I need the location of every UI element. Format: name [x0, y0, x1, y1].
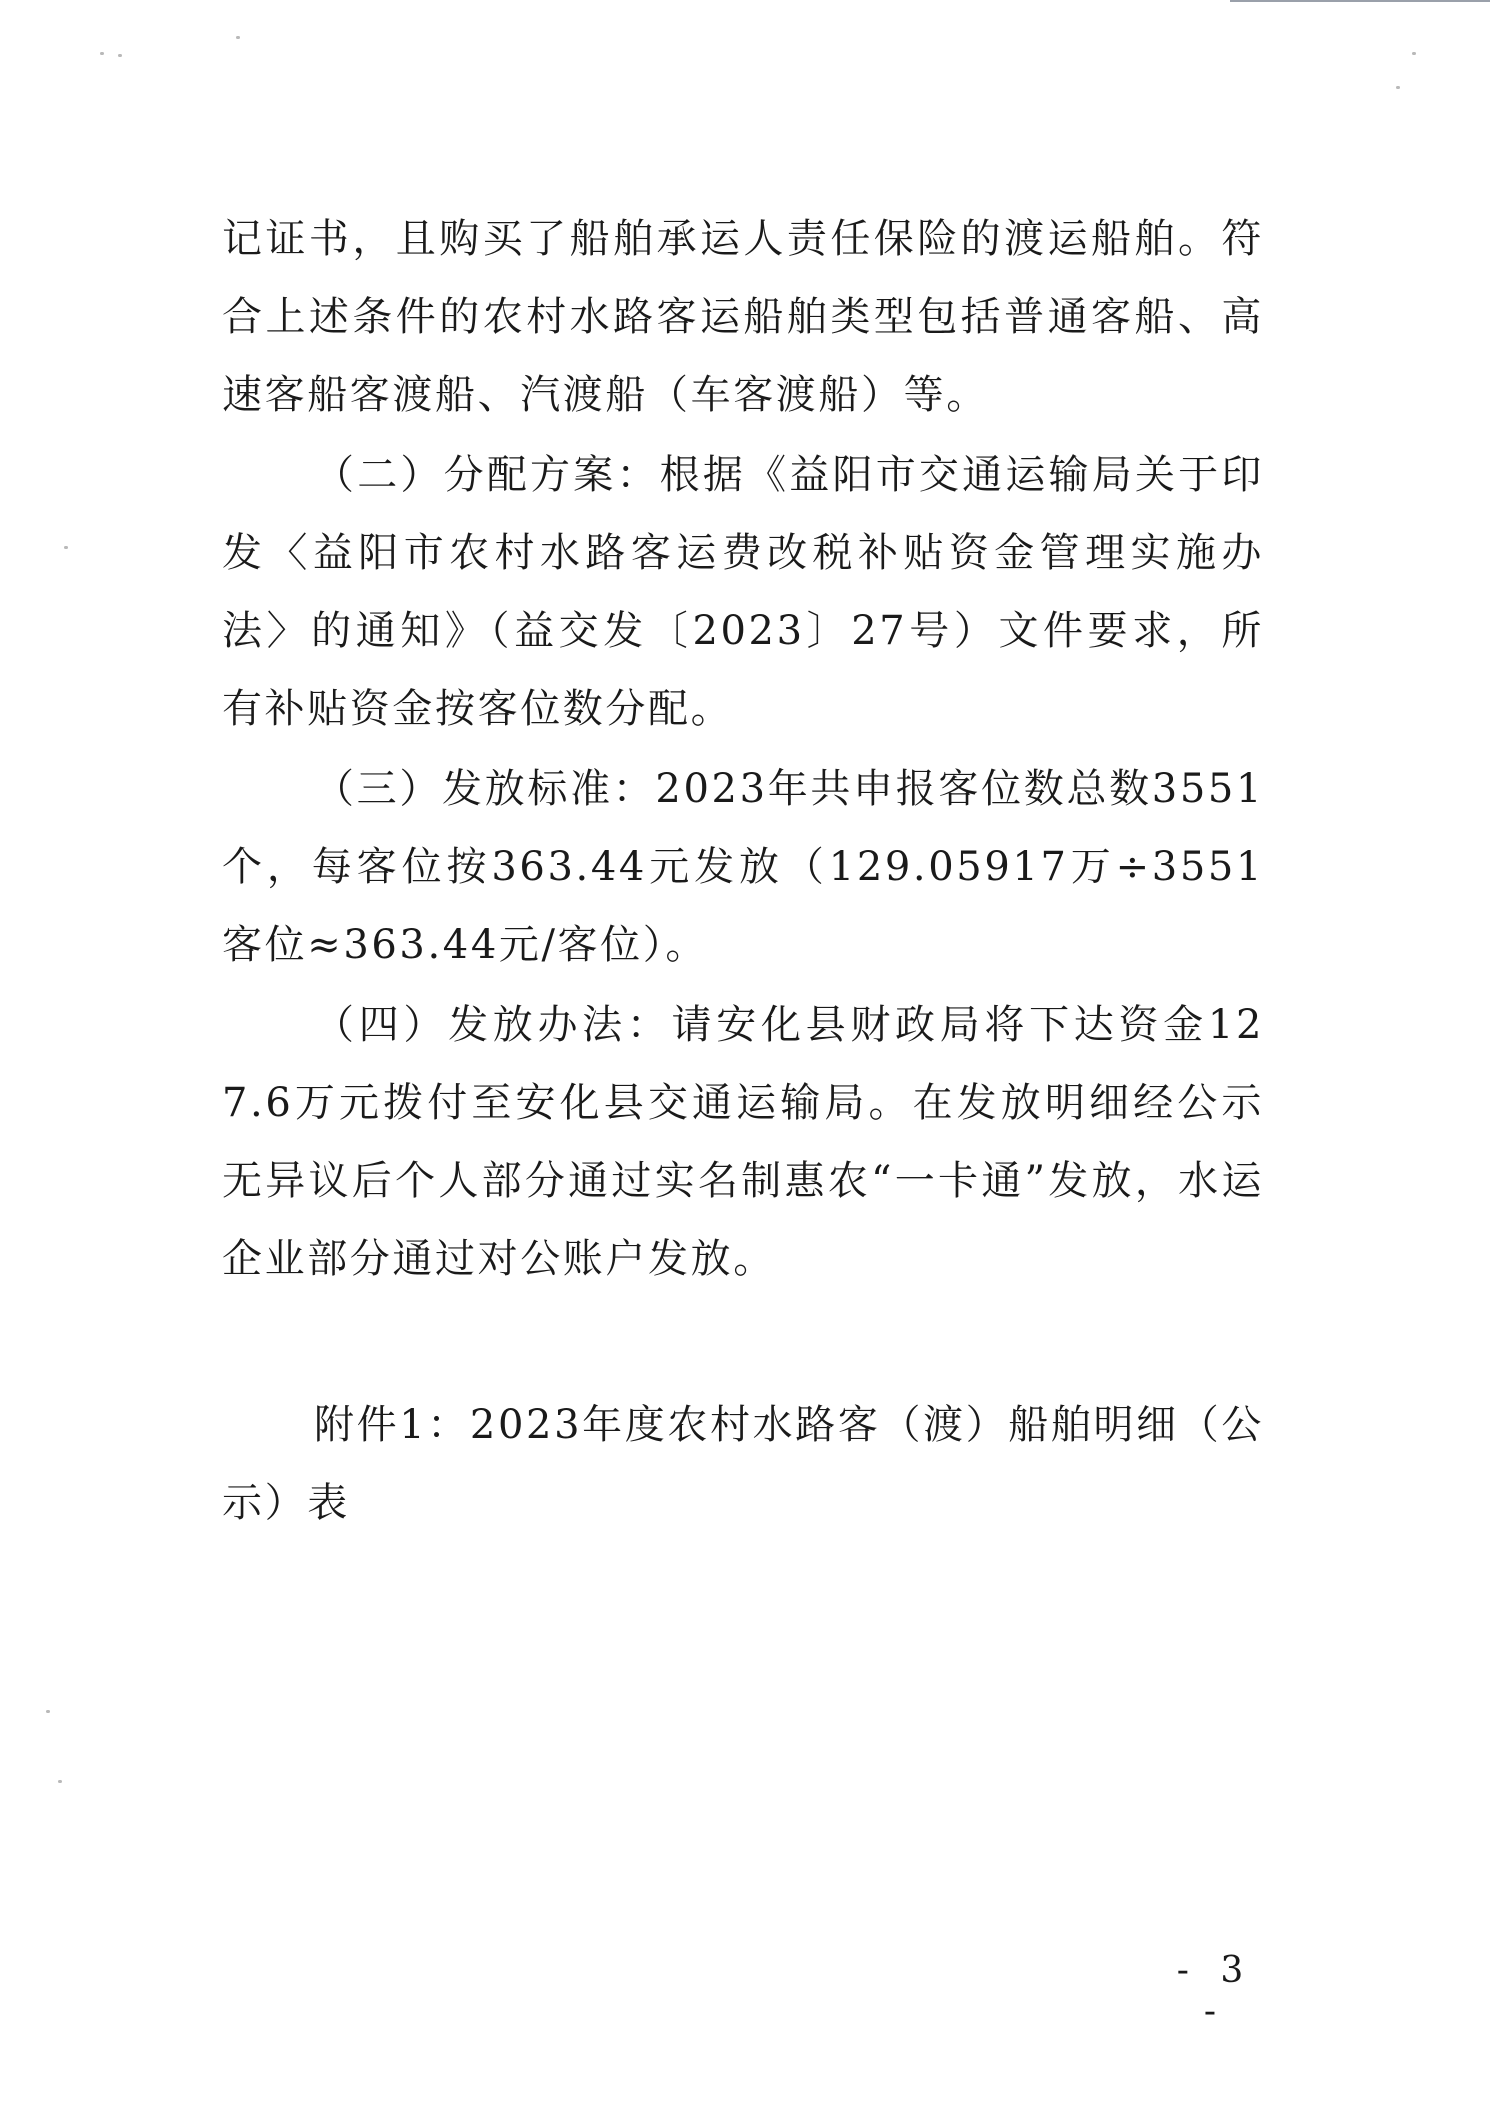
paragraph-allocation-plan: （二）分配方案：根据《益阳市交通运输局关于印发〈益阳市农村水路客运费改税补贴资金管理实施办法〉的通知》（益交发〔2023〕27号）文件要求，所有补贴资金按客位数分配。 [222, 452, 1264, 732]
scan-speck [46, 1710, 50, 1713]
paragraph-vessel-conditions: 记证书，且购买了船舶承运人责任保险的渡运船舶。符合上述条件的农村水路客运船舶类型包括普通客船、高速客船客渡船、汽渡船（车客渡船）等。 [222, 216, 1264, 418]
scan-speck [236, 36, 240, 39]
paragraph-payment-method: （四）发放办法：请安化县财政局将下达资金127.6万元拨付至安化县交通运输局。在发放明细经公示无异议后个人部分通过实名制惠农“一卡通”发放，水运企业部分通过对公账户发放。 [222, 1002, 1264, 1282]
document-body [222, 200, 1264, 1542]
attachment-line: 附件1：2023年度农村水路客（渡）船舶明细（公示）表 [222, 1402, 1264, 1526]
page-number: - 3 - [1176, 1950, 1254, 2032]
scan-speck [58, 1780, 62, 1783]
scan-speck [118, 54, 122, 57]
scan-speck [64, 546, 68, 549]
scan-speck [1396, 86, 1400, 89]
scan-edge-line [1230, 0, 1490, 2]
paragraph-payment-standard: （三）发放标准：2023年共申报客位数总数3551个，每客位按363.44元发放（129.05917万÷3551客位≈363.44元/客位）。 [222, 766, 1264, 968]
scan-speck [1412, 52, 1416, 55]
scan-speck [100, 52, 104, 55]
